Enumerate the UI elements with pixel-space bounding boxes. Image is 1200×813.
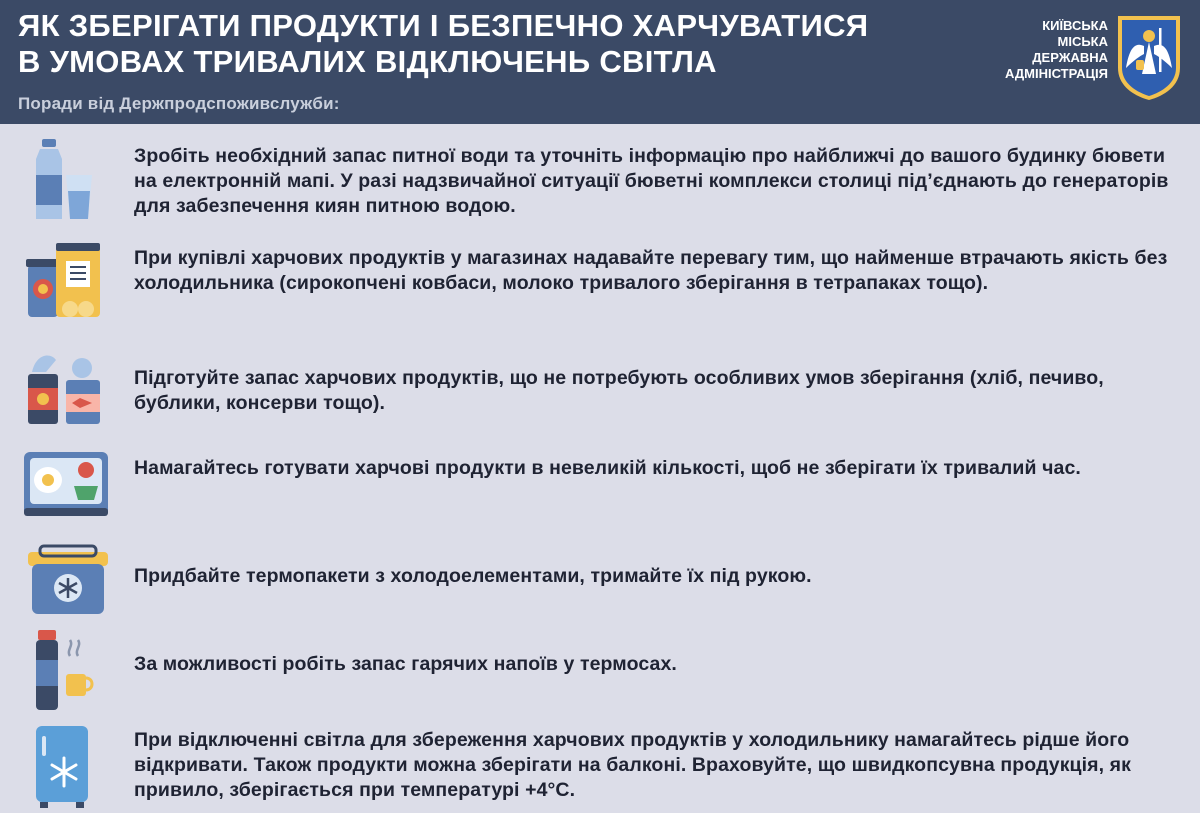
food-jars-icon	[22, 239, 112, 329]
freezer-snowflake-icon	[22, 722, 112, 812]
admin-line: ДЕРЖАВНА	[1032, 50, 1108, 65]
tip-text: Зробіть необхідний запас питної води та уточніть інформацію про найближчі до вашого будинку бювети на електронній мапі. У разі надзвичайної ситуації бюветні комплекси столиці під’єднають до генераторів для забезпечення киян питною водою.	[134, 145, 1169, 217]
title-line-2: В УМОВАХ ТРИВАЛИХ ВІДКЛЮЧЕНЬ СВІТЛА	[18, 44, 717, 79]
tip-text: При відключенні світла для збереження харчових продуктів у холодильнику намагайтесь рідше його відкривати. Також продукти можна зберігати на балконі. Враховуйте, що швидкопсувна продукція, як привило, зберігається при температурі +4°С.	[134, 729, 1132, 801]
tip-text: Придбайте термопакети з холодоелементами, тримайте їх під рукою.	[134, 565, 812, 587]
lunch-box-icon	[22, 442, 112, 532]
tip-text: Підготуйте запас харчових продуктів, що не потребують особливих умов зберігання (хліб, печиво, бублики, консерви тощо).	[134, 367, 1104, 414]
tip-item	[0, 624, 1200, 704]
title-line-1: ЯК ЗБЕРІГАТИ ПРОДУКТИ І БЕЗПЕЧНО ХАРЧУВАТИСЯ	[18, 8, 869, 43]
tip-item	[0, 342, 1200, 442]
admin-line: АДМІНІСТРАЦІЯ	[1005, 66, 1108, 81]
tip-text: При купівлі харчових продуктів у магазинах надавайте перевагу тим, що найменше втрачають якість без холодильника (сирокопчені ковбаси, молоко тривалого зберігання в тетрапаках тощо).	[134, 247, 1168, 294]
admin-line: МІСЬКА	[1057, 34, 1108, 49]
page-title	[18, 8, 978, 80]
tip-item	[0, 130, 1200, 230]
tip-text: За можливості робіть запас гарячих напоїв у термосах.	[134, 653, 677, 675]
kyiv-coat-of-arms-icon	[1114, 12, 1184, 102]
water-bottle-glass-icon	[22, 135, 112, 225]
tip-item	[0, 446, 1200, 526]
admin-line: КИЇВСЬКА	[1042, 18, 1108, 33]
canned-food-icon	[22, 344, 112, 434]
tip-item	[0, 716, 1200, 813]
tip-text: Намагайтесь готувати харчові продукти в невеликій кількості, щоб не зберігати їх тривалий час.	[134, 457, 1081, 479]
header-banner	[0, 0, 1200, 124]
administration-name	[960, 18, 1108, 82]
page-subtitle: Поради від Держпродспоживслужби:	[18, 94, 340, 113]
thermos-cup-icon	[22, 626, 112, 716]
tip-item	[0, 536, 1200, 616]
tip-item	[0, 236, 1200, 336]
cooler-bag-icon	[22, 538, 112, 628]
